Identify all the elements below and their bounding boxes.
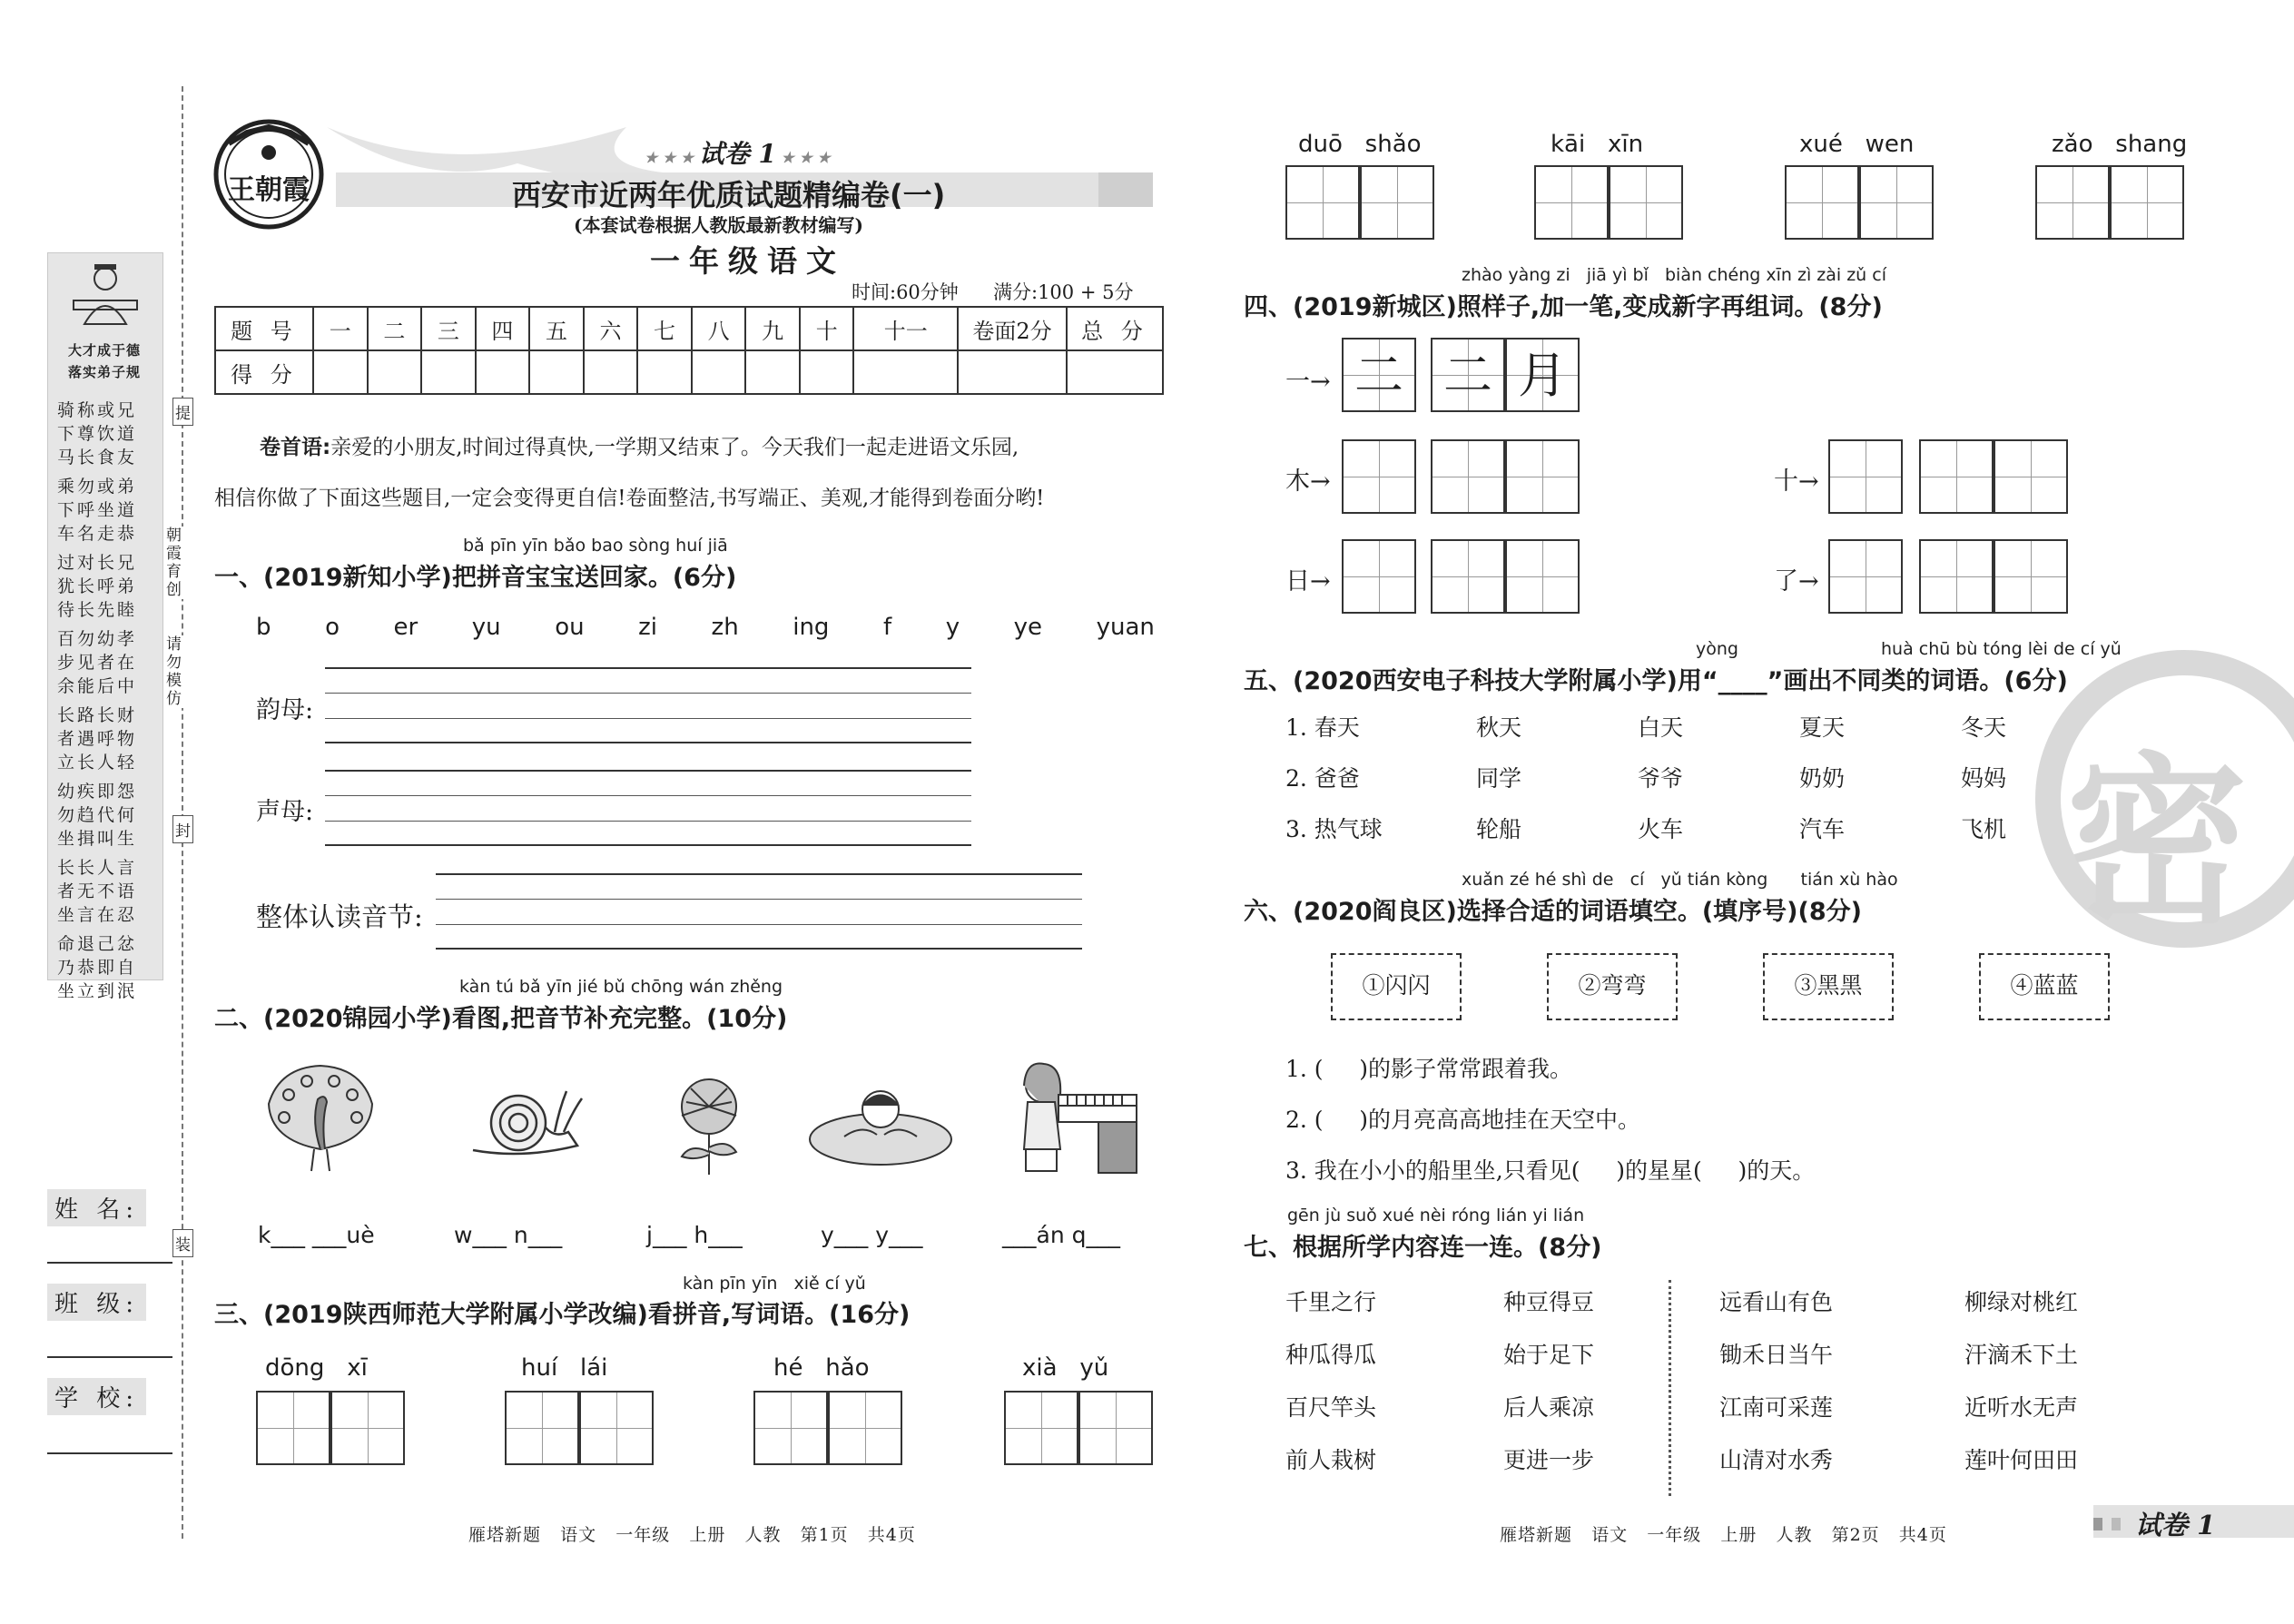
stars-right: ★ ★ ★ [775, 149, 831, 166]
writing-cell[interactable] [1994, 439, 2068, 514]
example-char: 月 [1518, 347, 1567, 404]
verse-line: 车名走恭 [57, 524, 138, 544]
q7-pinyin: gēn jù suǒ xué nèi róng lián yi lián [1287, 1206, 1585, 1225]
q3b-word-4-pinyin: zǎo shang [2052, 131, 2188, 158]
writing-cell[interactable] [1828, 539, 1903, 614]
example-cell [1505, 338, 1580, 412]
peacock-icon [261, 1058, 379, 1176]
page-subtitle: (本套试卷根据人教版最新教材编写) [574, 214, 863, 236]
example-char: 二 [1443, 347, 1492, 404]
q5-title: 五、(2020西安电子科技大学附属小学)用“____”画出不同类的词语。(6分) [1244, 667, 2068, 695]
scholar-icon [66, 261, 144, 333]
time-info: 时间:60分钟 [852, 281, 959, 303]
q2-blank-3[interactable]: j___ h___ [646, 1222, 743, 1248]
writing-cell[interactable] [1431, 539, 1505, 614]
q4-item-le: 了→ [1774, 567, 1819, 595]
intro-label: 卷首语: [260, 436, 331, 459]
q5-word[interactable]: 1. 春天 [1285, 714, 1360, 741]
q2-blank-5[interactable]: ___án q___ [1002, 1222, 1120, 1248]
pinyin-letter: zh [711, 614, 739, 641]
writing-cell[interactable] [1785, 165, 1859, 240]
verse-line: 下尊饮道 [57, 424, 138, 444]
q4-item-mu: 木→ [1285, 468, 1331, 496]
verse-line: 立长人轻 [57, 753, 138, 773]
score-header-cell: 卷面2分 [958, 307, 1067, 350]
q5-word[interactable]: 同学 [1476, 765, 1522, 792]
q4-item-ri: 日→ [1285, 567, 1331, 595]
zhengti-writing-lines[interactable] [436, 873, 1082, 950]
match-item[interactable]: 更进一步 [1503, 1447, 1595, 1473]
score-header-cell: 二 [368, 307, 422, 350]
writing-cell[interactable] [1285, 165, 1360, 240]
verse-line: 马长食友 [57, 448, 138, 468]
verse-line: 坐言在忍 [57, 905, 138, 925]
shengmu-writing-lines[interactable] [325, 770, 971, 846]
verse-line: 百勿幼孝 [57, 629, 138, 649]
q5-word[interactable]: 秋天 [1476, 714, 1522, 741]
writing-cell[interactable] [1004, 1391, 1078, 1465]
verse-line: 犹长呼弟 [57, 576, 138, 596]
swimmer-icon [808, 1080, 953, 1171]
writing-cell[interactable] [828, 1391, 902, 1465]
score-cell[interactable] [853, 350, 958, 394]
verse-line: 坐立到泯 [57, 981, 138, 1001]
q5-word[interactable]: 飞机 [1961, 816, 2007, 842]
score-cell[interactable] [476, 350, 530, 394]
verse-line: 待长先睦 [57, 600, 138, 620]
footer-left: 雁塔新题 语文 一年级 上册 人教 第1页 共4页 [468, 1525, 916, 1545]
score-table-row [215, 350, 1163, 394]
writing-cell[interactable] [1360, 165, 1434, 240]
writing-cell[interactable] [1505, 539, 1580, 614]
score-header-cell: 五 [529, 307, 584, 350]
q2-pinyin: kàn tú bǎ yīn jié bǔ chōng wán zhěng [459, 977, 783, 997]
fold-mark-zhuang: 装 [172, 1229, 193, 1257]
q6-sentence-3[interactable]: 3. 我在小小的船里坐,只看见( )的星星( )的天。 [1285, 1157, 1816, 1184]
q1-letters [256, 614, 1155, 641]
pinyin-letter: f [883, 614, 892, 641]
q3b-word-1-pinyin: duō shǎo [1298, 131, 1422, 158]
match-item[interactable]: 柳绿对桃红 [1964, 1289, 2079, 1315]
verse-line: 幼疾即怨 [57, 782, 138, 802]
score-cell[interactable] [529, 350, 584, 394]
binding-line [182, 86, 183, 1539]
writing-cell[interactable] [1342, 539, 1416, 614]
match-item[interactable]: 远看山有色 [1719, 1289, 1834, 1315]
intro-line-2: 相信你做了下面这些题目,一定会变得更自信!卷面整洁,书写端正、美观,才能得到卷面分哟! [214, 487, 1045, 510]
pinyin-letter: o [325, 614, 340, 641]
score-cell[interactable] [584, 350, 638, 394]
q2-blank-4[interactable]: y___ y___ [821, 1222, 923, 1248]
q4-item-char: 木 [1285, 468, 1310, 496]
writing-cell[interactable] [2110, 165, 2184, 240]
q5-word[interactable]: 2. 爸爸 [1285, 765, 1360, 792]
q5-word[interactable]: 白天 [1638, 714, 1684, 741]
piano-girl-icon [1008, 1058, 1140, 1176]
q5-word[interactable]: 轮船 [1476, 816, 1522, 842]
verse-line: 长长人言 [57, 858, 138, 878]
option-tag-2[interactable]: ②弯弯 [1547, 953, 1678, 1020]
fold-mark-ti: 提 [172, 398, 193, 426]
q6-title: 六、(2020阎良区)选择合适的词语填空。(填序号)(8分) [1244, 898, 1862, 926]
option-tag-3[interactable]: ③黑黑 [1763, 953, 1894, 1020]
score-cell[interactable] [1067, 350, 1163, 394]
name-label: 姓 名: [47, 1189, 146, 1226]
logo-text: 王朝霞 [228, 174, 310, 206]
option-tag-4[interactable]: ④蓝蓝 [1979, 953, 2110, 1020]
school-field[interactable] [47, 1452, 172, 1454]
corner-squares [2093, 1518, 2121, 1530]
verse-line: 下呼坐道 [57, 500, 138, 520]
fold-mark-feng: 封 [172, 815, 193, 843]
score-cell[interactable] [692, 350, 746, 394]
q6-sentence-1[interactable]: 1. ( )的影子常常跟着我。 [1285, 1056, 1573, 1082]
option-tag-1[interactable]: ①闪闪 [1331, 953, 1462, 1020]
pinyin-letter: y [945, 614, 960, 641]
writing-cell[interactable] [579, 1391, 654, 1465]
q4-item-char: 十 [1774, 468, 1798, 496]
pinyin-letter: ye [1013, 614, 1043, 641]
q7-col-2 [1503, 1276, 1594, 1487]
verse-line: 骑称或兄 [57, 400, 138, 420]
q4-pinyin: zhào yàng zi jiā yì bǐ biàn chéng xīn zì zài zǔ cí [1462, 265, 1886, 285]
score-header-cell: 四 [476, 307, 530, 350]
sidebar-motto-panel [47, 252, 163, 1001]
name-field[interactable] [47, 1262, 172, 1264]
verse-line: 余能后中 [57, 676, 138, 696]
score-header-cell: 三 [421, 307, 476, 350]
class-field[interactable] [47, 1356, 172, 1358]
writing-cell[interactable] [256, 1391, 330, 1465]
score-cell[interactable] [637, 350, 692, 394]
q5-word[interactable]: 冬天 [1961, 714, 2007, 741]
score-cell[interactable] [368, 350, 422, 394]
example-cell [1342, 338, 1416, 412]
q6-sentence-2[interactable]: 2. ( )的月亮高高地挂在天空中。 [1285, 1107, 1641, 1133]
writing-cell[interactable] [2035, 165, 2110, 240]
q4-item-shi: 十→ [1774, 468, 1819, 496]
writing-cell[interactable] [1534, 165, 1609, 240]
q3-word-1-pinyin: dōng xī [265, 1354, 368, 1382]
class-label: 班 级: [47, 1284, 146, 1321]
snail-icon [468, 1082, 586, 1164]
score-cell[interactable] [313, 350, 368, 394]
q4-item-char: 了 [1774, 567, 1798, 595]
q2-title: 二、(2020锦园小学)看图,把音节补充完整。(10分) [214, 1005, 788, 1033]
pinyin-letter: b [256, 614, 271, 641]
q1-pinyin: bǎ pīn yīn bǎo bao sòng huí jiā [463, 536, 728, 556]
score-header-cell: 十一 [853, 307, 958, 350]
score-header-cell: 题 号 [215, 307, 313, 350]
q3b-word-2-pinyin: kāi xīn [1551, 131, 1644, 158]
writing-cell[interactable] [1859, 165, 1934, 240]
q4-example-char: 一 [1285, 368, 1310, 396]
q3-word-2-pinyin: huí lái [521, 1354, 608, 1382]
q7-col-3 [1719, 1276, 1833, 1487]
pinyin-letter: zi [638, 614, 657, 641]
writing-cell[interactable] [1828, 439, 1903, 514]
match-item[interactable]: 莲叶何田田 [1964, 1447, 2079, 1473]
writing-cell[interactable] [1609, 165, 1683, 240]
paper-label [645, 134, 831, 171]
writing-cell[interactable] [753, 1391, 828, 1465]
verse-line: 者遇呼物 [57, 729, 138, 749]
writing-cell[interactable] [1919, 439, 1994, 514]
watermark-text: 密 [2066, 737, 2249, 949]
pinyin-letter: er [393, 614, 418, 641]
score-header-cell: 八 [692, 307, 746, 350]
q1-title: 一、(2019新知小学)把拼音宝宝送回家。(6分) [214, 564, 737, 592]
q5-word[interactable]: 火车 [1638, 816, 1684, 842]
match-item[interactable]: 汗滴禾下土 [1964, 1342, 2079, 1368]
pinyin-letter: yuan [1096, 614, 1155, 641]
verse-line: 勿趋代何 [57, 805, 138, 825]
q3-word-4-pinyin: xià yǔ [1022, 1354, 1109, 1382]
match-item[interactable]: 千里之行 [1285, 1289, 1377, 1315]
q6-pinyin: xuǎn zé hé shì de cí yǔ tián kòng tián xù hào [1462, 870, 1898, 890]
score-cell[interactable] [745, 350, 800, 394]
stars-left: ★ ★ ★ [645, 149, 699, 166]
footer-right: 雁塔新题 语文 一年级 上册 人教 第2页 共4页 [1500, 1525, 1947, 1545]
match-item[interactable]: 近听水无声 [1964, 1394, 2079, 1421]
intro-line-1 [260, 430, 1019, 460]
pinyin-letter: ing [793, 614, 830, 641]
score-row-label: 得 分 [215, 350, 313, 394]
q7-col-4 [1964, 1276, 2078, 1487]
q4-example-source: 一→ [1285, 368, 1331, 396]
fold-mark-nocopy: 请勿模仿 [166, 635, 186, 708]
score-header-cell: 六 [584, 307, 638, 350]
q3-title: 三、(2019陕西师范大学附属小学改编)看拼音,写词语。(16分) [214, 1301, 911, 1329]
column-divider [1669, 1280, 1671, 1496]
verse-line: 过对长兄 [57, 553, 138, 573]
q7-col-1 [1285, 1276, 1376, 1487]
score-header-cell: 十 [800, 307, 854, 350]
score-cell[interactable] [958, 350, 1067, 394]
example-cell [1431, 338, 1505, 412]
q7-title: 七、根据所学内容连一连。(8分) [1244, 1234, 1602, 1262]
q5-word[interactable]: 汽车 [1799, 816, 1846, 842]
verse-line: 乘勿或弟 [57, 477, 138, 497]
shengmu-label: 声母: [256, 798, 314, 826]
zhengti-label: 整体认读音节: [256, 901, 423, 932]
q3b-word-3-pinyin: xué wen [1799, 131, 1915, 158]
writing-cell[interactable] [505, 1391, 579, 1465]
chrysanthemum-icon [659, 1075, 759, 1176]
q5-word[interactable]: 奶奶 [1799, 765, 1846, 792]
writing-cell[interactable] [1994, 539, 2068, 614]
score-cell[interactable] [800, 350, 854, 394]
q4-item-char: 日 [1285, 567, 1310, 595]
match-item[interactable]: 山清对水秀 [1719, 1447, 1834, 1473]
verse-text [57, 399, 157, 1009]
q5-word[interactable]: 妈妈 [1961, 765, 2007, 792]
writing-cell[interactable] [1919, 539, 1994, 614]
verse-line: 命退己忿 [57, 934, 138, 954]
school-label: 学 校: [47, 1378, 146, 1415]
q2-blank-2[interactable]: w___ n___ [454, 1222, 563, 1248]
example-char: 二 [1354, 347, 1403, 404]
pinyin-letter: ou [555, 614, 585, 641]
writing-cell[interactable] [1505, 439, 1580, 514]
q3-pinyin: kàn pīn yīn xiě cí yǔ [683, 1274, 866, 1294]
writing-cell[interactable] [1342, 439, 1416, 514]
verse-line: 步见者在 [57, 653, 138, 673]
writing-cell[interactable] [1431, 439, 1505, 514]
q2-blank-1[interactable]: k___ ___uè [258, 1222, 375, 1248]
score-cell[interactable] [421, 350, 476, 394]
match-item[interactable]: 前人栽树 [1285, 1447, 1377, 1473]
intro-text-1: 亲爱的小朋友,时间过得真快,一学期又结束了。今天我们一起走进语文乐园, [330, 436, 1019, 459]
verse-line: 长路长财 [57, 705, 138, 725]
motto-1: 大才成于德 [67, 342, 141, 359]
page-title: 西安市近两年优质试题精编卷(一) [512, 178, 946, 212]
writing-cell[interactable] [330, 1391, 405, 1465]
yunmu-label: 韵母: [256, 696, 314, 724]
score-header-cell: 总 分 [1067, 307, 1163, 350]
q3-word-3-pinyin: hé hǎo [773, 1354, 870, 1382]
q5-word[interactable]: 爷爷 [1638, 765, 1684, 792]
verse-line: 坐揖叫生 [57, 829, 138, 849]
score-info: 满分:100 + 5分 [993, 281, 1134, 303]
yunmu-writing-lines[interactable] [325, 667, 971, 743]
match-item[interactable]: 百尺竿头 [1285, 1394, 1377, 1421]
q4-title: 四、(2019新城区)照样子,加一笔,变成新字再组词。(8分) [1244, 293, 1883, 321]
pinyin-letter: yu [471, 614, 501, 641]
verse-line: 者无不语 [57, 881, 138, 901]
q5-pinyin: yòng huà chū bù tóng lèi de cí yǔ [1696, 639, 2122, 659]
match-item[interactable]: 种豆得豆 [1503, 1289, 1595, 1315]
match-item[interactable]: 江南可采莲 [1719, 1394, 1834, 1421]
match-item[interactable]: 始于足下 [1503, 1342, 1595, 1368]
paper-number: 试卷 1 [698, 139, 776, 169]
fold-mark-copyright: 朝霞育创 [166, 527, 186, 599]
score-table-header [215, 307, 1163, 350]
score-header-cell: 一 [313, 307, 368, 350]
writing-cell[interactable] [1078, 1391, 1153, 1465]
match-item[interactable]: 种瓜得瓜 [1285, 1342, 1377, 1368]
score-header-cell: 九 [745, 307, 800, 350]
motto-2: 落实弟子规 [67, 364, 141, 380]
score-header-cell: 七 [637, 307, 692, 350]
subject-title: 一年级语文 [650, 243, 845, 279]
corner-label: 试卷 1 [2135, 1510, 2216, 1540]
verse-line: 乃恭即自 [57, 958, 138, 978]
q5-word[interactable]: 夏天 [1799, 714, 1846, 741]
match-item[interactable]: 锄禾日当午 [1719, 1342, 1834, 1368]
q5-word[interactable]: 3. 热气球 [1285, 816, 1383, 842]
match-item[interactable]: 后人乘凉 [1503, 1394, 1595, 1421]
score-table [214, 306, 1164, 395]
